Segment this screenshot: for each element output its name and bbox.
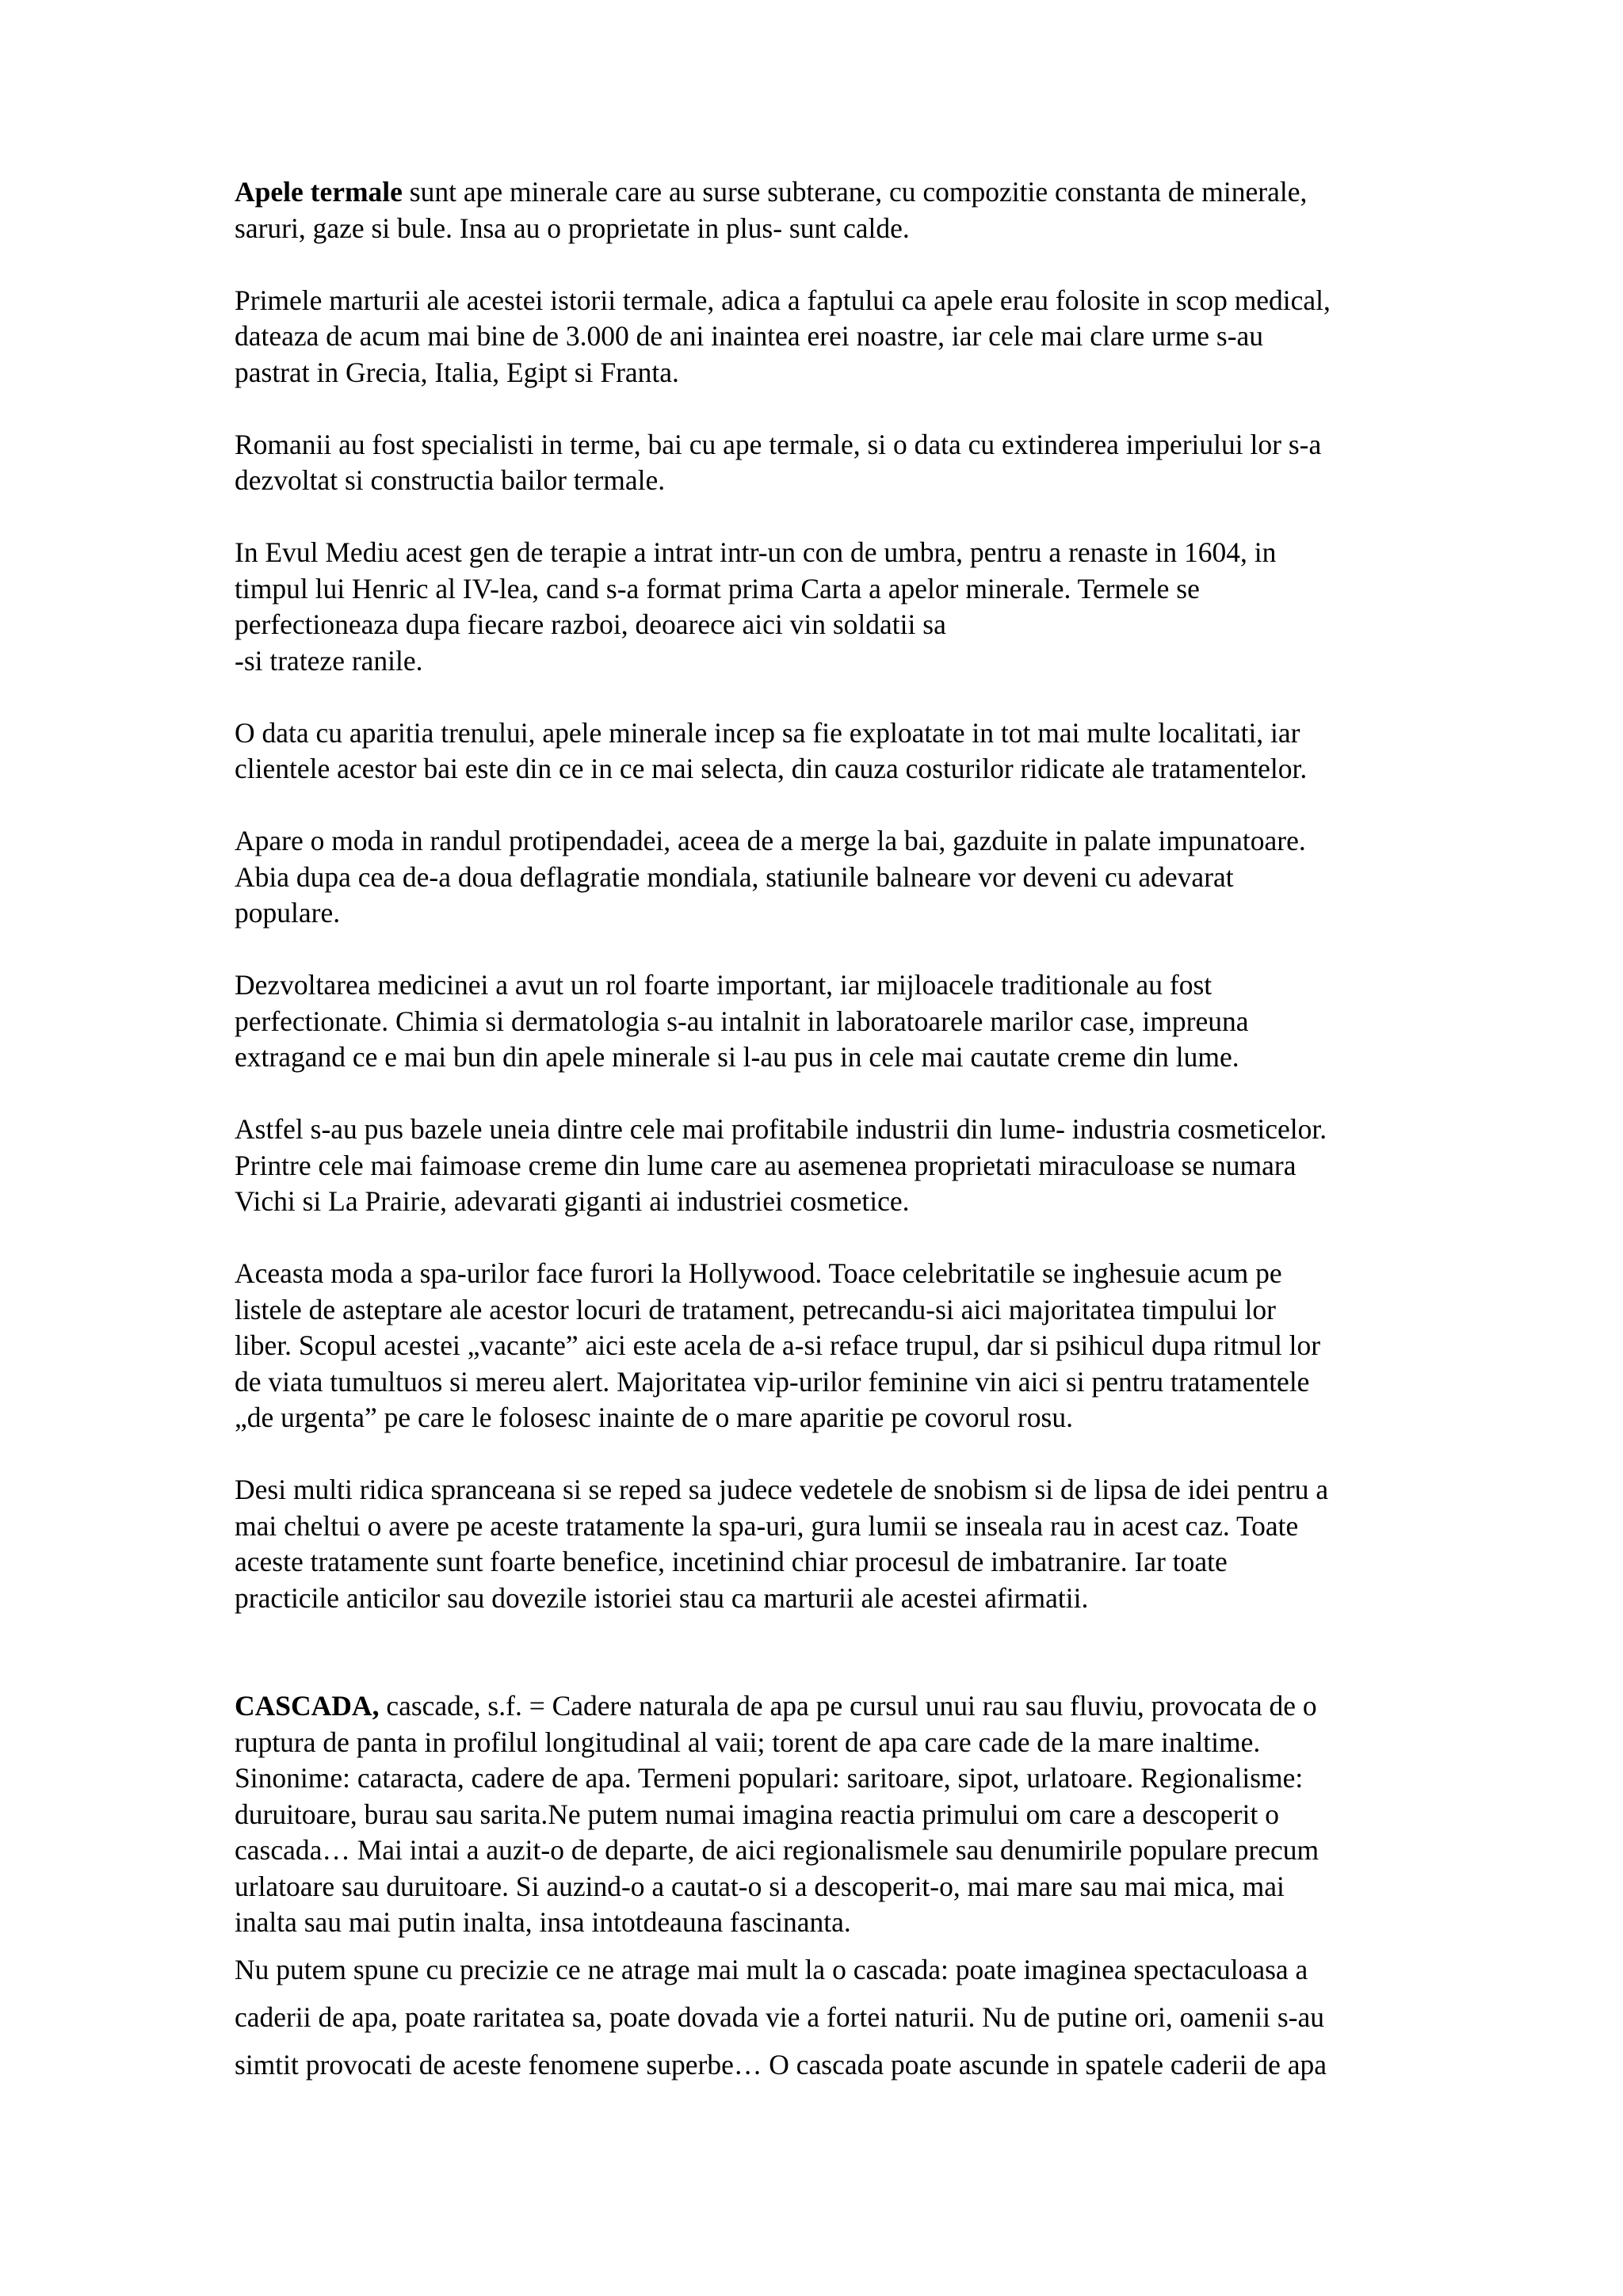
text-line: CASCADA, cascade, s.f. = Cadere naturala de apa pe cursul unui rau sau fluviu, provocata de o — [235, 1690, 1317, 1722]
paragraph-apare-o-moda — [235, 823, 1534, 932]
text-line: timpul lui Henric al IV-lea, cand s-a format prima Carta a apelor minerale. Termele se — [235, 572, 1200, 605]
text-line: In Evul Mediu acest gen de terapie a intrat intr-un con de umbra, pentru a renaste in 1604, in — [235, 536, 1277, 568]
text-line: saruri, gaze si bule. Insa au o proprietate in plus- sunt calde. — [235, 212, 910, 244]
paragraph-apele-termale — [235, 174, 1534, 246]
paragraph-cascada-definition — [235, 1688, 1534, 1941]
text-line: practicile anticilor sau dovezile istoriei stau ca marturii ale acestei afirmatii. — [235, 1581, 1089, 1614]
text-line: Apare o moda in randul protipendadei, aceea de a merge la bai, gazduite in palate impunatoare. — [235, 825, 1306, 856]
text-line: clientele acestor bai este din ce in ce mai selecta, din cauza costurilor ridicate ale tratamentelor. — [235, 753, 1308, 784]
text-line: Sinonime: cataracta, cadere de apa. Termeni populari: saritoare, sipot, urlatoare. Regionalisme: — [235, 1762, 1304, 1794]
text-line: duruitoare, burau sau sarita.Ne putem numai imagina reactia primului om care a descoperit o — [235, 1798, 1279, 1830]
paragraph-desi-multi — [235, 1472, 1534, 1616]
text-line: urlatoare sau duruitoare. Si auzind-o a cautat-o si a descoperit-o, mai mare sau mai mica, mai — [235, 1870, 1285, 1902]
text-line: Printre cele mai faimoase creme din lume care au asemenea proprietati miraculoase se numara — [235, 1149, 1296, 1181]
text-line: populare. — [235, 897, 341, 929]
text-line: O data cu aparitia trenului, apele minerale incep sa fie exploatate in tot mai multe localitati, iar — [235, 716, 1300, 749]
text-line: cascada… Mai intai a auzit-o de departe, de aici regionalismele sau denumirile populare precum — [235, 1834, 1319, 1866]
text-line: Primele marturii ale acestei istorii termale, adica a faptului ca apele erau folosite in scop medical, — [235, 284, 1331, 316]
paragraph-primele-marturii — [235, 283, 1534, 391]
text-line: „de urgenta” pe care le folosesc inainte de o mare aparitie pe covorul rosu. — [235, 1402, 1073, 1433]
text-line: de viata tumultuos si mereu alert. Majoritatea vip-urilor feminine vin aici si pentru tratamentele — [235, 1365, 1310, 1398]
paragraph-hollywood — [235, 1256, 1534, 1436]
text-line: mai cheltui o avere pe aceste tratamente la spa-uri, gura lumii se inseala rau in acest caz. Toate — [235, 1509, 1299, 1542]
paragraph-dezvoltarea-medicinei — [235, 967, 1534, 1076]
text-line: aceste tratamente sunt foarte benefice, incetinind chiar procesul de imbatranire. Iar toate — [235, 1546, 1228, 1577]
text-line: extragand ce e mai bun din apele minerale si l-au pus in cele mai cautate creme din lume. — [235, 1041, 1239, 1073]
text-line: dezvoltat si constructia bailor termale. — [235, 464, 666, 496]
paragraph-industria-cosmeticelor — [235, 1112, 1534, 1220]
bold-term: Apele termale — [235, 176, 403, 208]
text-line: listele de asteptare ale acestor locuri de tratament, petrecandu-si aici majoritatea timpului lor — [235, 1293, 1276, 1325]
paragraph-evul-mediu — [235, 535, 1534, 679]
text-line: Romanii au fost specialisti in terme, bai cu ape termale, si o data cu extinderea imperiului lor s-a — [235, 428, 1322, 460]
text-line: simtit provocati de aceste fenomene superbe… O cascada poate ascunde in spatele caderii de apa — [235, 2048, 1327, 2081]
paragraph-nu-putem-spune — [235, 1946, 1534, 2088]
text-line: Desi multi ridica spranceana si se reped sa judece vedetele de snobism si de lipsa de idei pentru a — [235, 1474, 1329, 1505]
text-line: Aceasta moda a spa-urilor face furori la Hollywood. Toace celebritatile se inghesuie acum pe — [235, 1257, 1282, 1289]
text-line: Vichi si La Prairie, adevarati giganti ai industriei cosmetice. — [235, 1185, 910, 1217]
paragraph-romanii — [235, 427, 1534, 499]
bold-term: CASCADA, — [235, 1690, 380, 1722]
text-line: pastrat in Grecia, Italia, Egipt si Franta. — [235, 356, 679, 388]
text-line: perfectionate. Chimia si dermatologia s-au intalnit in laboratoarele marilor case, impreuna — [235, 1005, 1249, 1037]
text-line: inalta sau mai putin inalta, insa intotdeauna fascinanta. — [235, 1906, 851, 1938]
text-line: liber. Scopul acestei „vacante” aici este acela de a-si reface trupul, dar si psihicul dupa ritmul lor — [235, 1329, 1321, 1361]
paragraph-aparitia-trenului — [235, 715, 1534, 788]
text-line: Astfel s-au pus bazele uneia dintre cele mai profitabile industrii din lume- industria cosmeticelor. — [235, 1113, 1327, 1145]
text-line: Nu putem spune cu precizie ce ne atrage mai mult la o cascada: poate imaginea spectaculoasa a — [235, 1953, 1308, 1985]
text-line: ruptura de panta in profilul longitudinal al vaii; torent de apa care cade de la mare inaltime. — [235, 1726, 1261, 1758]
text-line: perfectioneaza dupa fiecare razboi, deoarece aici vin soldatii sa — [235, 608, 946, 640]
text-line: dateaza de acum mai bine de 3.000 de ani inaintea erei noastre, iar cele mai clare urme s-au — [235, 320, 1264, 352]
text-line: Dezvoltarea medicinei a avut un rol foarte important, iar mijloacele traditionale au fost — [235, 969, 1212, 1001]
document-page — [235, 174, 1534, 2088]
text-line: Abia dupa cea de-a doua deflagratie mondiala, statiunile balneare vor deveni cu adevarat — [235, 860, 1234, 893]
text-line: Apele termale sunt ape minerale care au surse subterane, cu compozitie constanta de minerale, — [235, 176, 1308, 208]
text-line: -si trateze ranile. — [235, 644, 423, 677]
text-line: caderii de apa, poate raritatea sa, poate dovada vie a fortei naturii. Nu de putine ori, oamenii s-au — [235, 2000, 1325, 2033]
